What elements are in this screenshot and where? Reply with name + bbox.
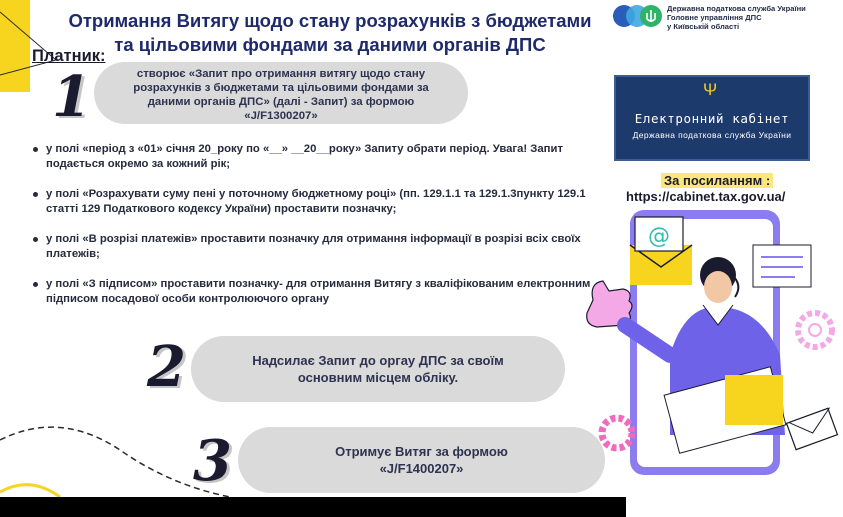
list-item: у полі «З підписом» проставити позначку- для отримання Витягу з кваліфікованим електронним підписом посадової особи контролюючого органу xyxy=(30,277,610,307)
list-item: у полі «Розрахувати суму пені у поточному бюджетному році» (пп. 129.1.1 та 129.1.3пункту 129.1 статті 129 Податкового кодексу України) проставити позначку; xyxy=(30,187,610,217)
step-1-line-3: даними органів ДПС» (далі - Запит) за формою xyxy=(147,96,415,108)
step-number-1: 1 xyxy=(52,64,91,130)
list-item: у полі «період з «01» січня 20_року по «__» __20__року» Запиту обрати період. Увага! Запит подається окремо за кожний рік; xyxy=(30,142,610,172)
step-3-pill xyxy=(238,427,605,493)
cabinet-title: Електронний кабінет xyxy=(634,111,790,126)
title-line-2: та цільовими фондами за даними органів ДПС xyxy=(114,34,546,55)
mail-icon xyxy=(787,408,838,449)
person-with-phone-illustration xyxy=(575,205,843,495)
dashed-swirl-decoration xyxy=(0,380,260,500)
cabinet-subtitle: Державна податкова служба України xyxy=(632,130,792,140)
step-1-line-2: розрахунків з бюджетами та цільовими фондами за xyxy=(133,82,429,94)
payer-label: Платник: xyxy=(32,47,106,65)
title-line-1: Отримання Витягу щодо стану розрахунків з бюджетами xyxy=(68,10,592,31)
list-item: у полі «В розрізі платежів» проставити позначку для отримання інформації в розрізі всіх своїх платежів; xyxy=(30,232,610,262)
step-3-line-1: Отримує Витяг за формою xyxy=(335,444,508,459)
trident-icon: Ψ xyxy=(703,80,718,99)
step-number-3: 3 xyxy=(193,428,232,494)
bottom-bar xyxy=(0,497,626,517)
logo-line-1: Державна податкова служба України xyxy=(667,4,806,13)
logo-line-2: Головне управління ДПС xyxy=(667,13,762,22)
step-number-2: 2 xyxy=(147,334,186,400)
step-1-pill xyxy=(94,62,468,124)
electronic-cabinet-banner[interactable] xyxy=(614,75,810,161)
at-sign-icon: @ xyxy=(648,224,670,249)
link-label: За посиланням : xyxy=(661,173,773,188)
instruction-list xyxy=(30,142,610,322)
step-2-line-2: основним місцем обліку. xyxy=(297,370,459,385)
logo-emblem-icon xyxy=(640,5,662,27)
step-3-line-2: «J/F1400207» xyxy=(379,461,464,476)
logo-text xyxy=(667,4,806,31)
page-title xyxy=(40,9,620,57)
sticky-note xyxy=(725,375,783,425)
step-1-line-1: створює «Запит про отримання витягу щодо стану xyxy=(136,68,426,80)
logo-line-3: у Київській області xyxy=(667,22,740,31)
step-1-line-4: «J/F1300207» xyxy=(244,110,318,122)
step-2-line-1: Надсилає Запит до оргау ДПС за своїм xyxy=(252,353,504,368)
cabinet-link[interactable]: https://cabinet.tax.gov.ua/ xyxy=(626,189,786,204)
dps-logo xyxy=(613,3,838,33)
